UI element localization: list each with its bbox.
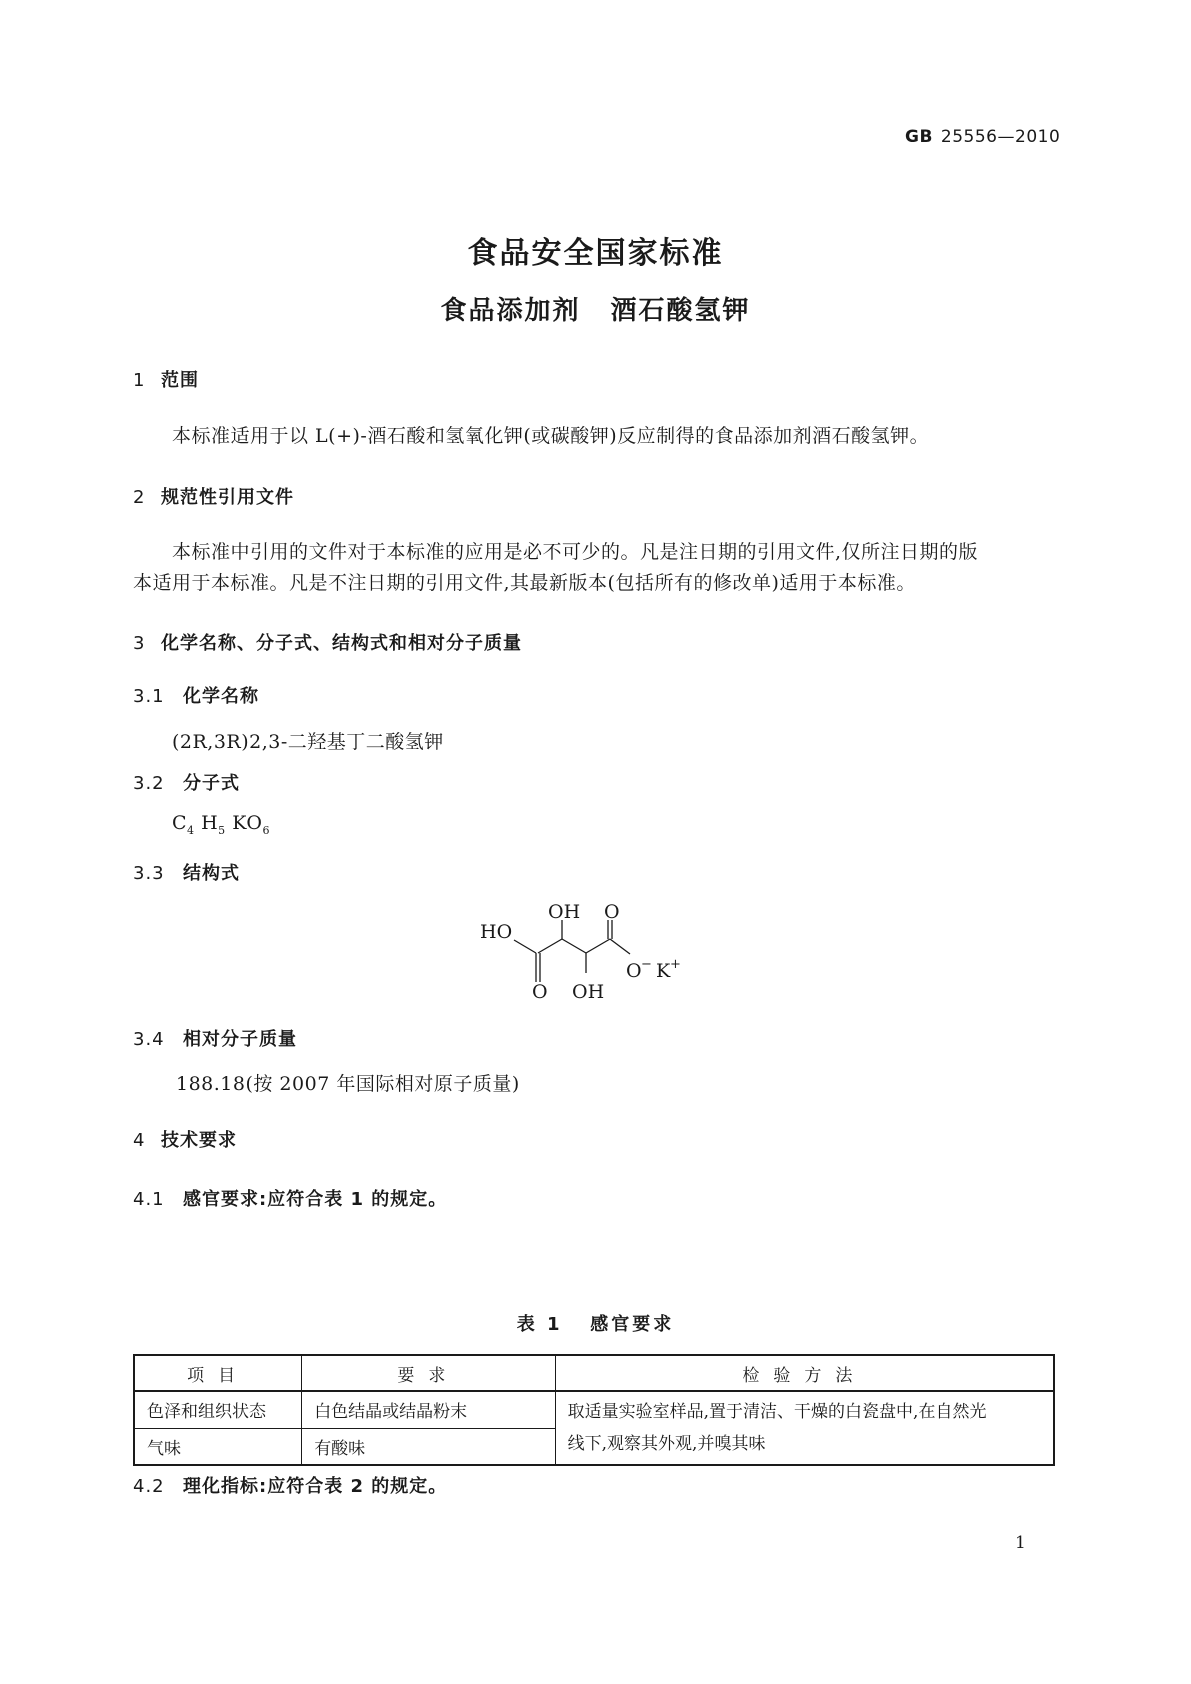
section-number: 3.2 (133, 773, 165, 794)
section-title: 化学名称、分子式、结构式和相对分子质量 (161, 633, 522, 654)
cell-requirement: 有酸味 (302, 1428, 555, 1465)
cell-requirement: 白色结晶或结晶粉末 (302, 1391, 555, 1428)
table-1-caption: 表 1 感官要求 (516, 1314, 675, 1335)
subtitle-substance: 酒石酸氢钾 (610, 296, 751, 326)
charge-plus: + (670, 957, 681, 972)
bond-ho-c1 (514, 940, 536, 953)
section-3-3-heading (133, 859, 240, 885)
section-title: 相对分子质量 (183, 1029, 297, 1050)
section-4-heading (133, 1126, 237, 1152)
page-title: 食品安全国家标准 (467, 236, 724, 271)
chemical-name: (2R,3R)2,3-二羟基丁二酸氢钾 (172, 731, 444, 753)
section-2-heading (133, 483, 294, 509)
bond-c3-c4 (586, 939, 610, 953)
section-title: 化学名称 (183, 686, 259, 707)
section-3-2-heading (133, 769, 240, 795)
bond-c2-c3 (562, 939, 586, 953)
section-title: 分子式 (183, 773, 240, 794)
atom-k: K (656, 960, 671, 982)
cell-item: 色泽和组织状态 (134, 1391, 302, 1428)
section-number: 1 (133, 370, 146, 391)
section-title: 规范性引用文件 (161, 487, 294, 508)
section-2-text-line-1: 本标准中引用的文件对于本标准的应用是必不可少的。凡是注日期的引用文件,仅所注日期的版 (172, 541, 979, 563)
standard-code (905, 127, 1060, 147)
section-title: 理化指标:应符合表 2 的规定。 (183, 1476, 448, 1497)
section-3-4-heading (133, 1025, 297, 1051)
bond-c4-o-minus (610, 939, 630, 954)
column-header-method: 检验方法 (555, 1355, 1054, 1391)
atom-o-minus: O (626, 960, 642, 982)
column-header-item: 项目 (134, 1355, 302, 1391)
section-number: 4 (133, 1130, 146, 1151)
method-line-1: 取适量实验室样品,置于清洁、干燥的白瓷盘中,在自然光 (567, 1402, 987, 1422)
section-number: 3 (133, 633, 146, 654)
section-number: 3.3 (133, 863, 165, 884)
section-1-heading (133, 366, 199, 392)
section-title: 技术要求 (161, 1130, 237, 1151)
table-row (134, 1391, 1054, 1428)
atom-oh-bottom: OH (572, 981, 605, 1003)
structural-formula (480, 890, 720, 1020)
subtitle-category: 食品添加剂 (440, 296, 581, 326)
section-4-1-heading (133, 1185, 447, 1211)
section-3-1-heading (133, 682, 259, 708)
relative-molecular-mass: 188.18(按 2007 年国际相对原子质量) (176, 1073, 520, 1095)
formula-c: C (172, 812, 188, 834)
page-subtitle (0, 290, 1191, 327)
standard-prefix: GB (905, 127, 933, 147)
table-header-row (134, 1355, 1054, 1391)
formula-o-count: 6 (262, 823, 270, 837)
atom-o-top: O (604, 901, 620, 923)
section-4-2-heading (133, 1472, 447, 1498)
atom-ho-left: HO (480, 921, 513, 943)
atom-oh-top: OH (548, 901, 581, 923)
section-title: 感官要求:应符合表 1 的规定。 (183, 1189, 448, 1210)
method-line-2: 线下,观察其外观,并嗅其味 (567, 1434, 766, 1454)
cell-item: 气味 (134, 1428, 302, 1465)
section-number: 3.1 (133, 686, 165, 707)
formula-h: H (201, 812, 219, 834)
charge-minus: − (641, 957, 652, 972)
formula-ko: KO (232, 812, 263, 834)
formula-c-count: 4 (187, 823, 195, 837)
section-2-text-line-2: 本适用于本标准。凡是不注日期的引用文件,其最新版本(包括所有的修改单)适用于本标准。 (133, 572, 916, 594)
section-1-text: 本标准适用于以 L(+)-酒石酸和氢氧化钾(或碳酸钾)反应制得的食品添加剂酒石酸氢钾。 (172, 425, 930, 447)
section-3-heading (133, 629, 522, 655)
formula-h-count: 5 (218, 823, 226, 837)
section-title: 结构式 (183, 863, 240, 884)
cell-method (555, 1391, 1054, 1465)
bond-c1-c2 (538, 939, 562, 953)
column-header-requirement: 要求 (302, 1355, 555, 1391)
section-number: 4.1 (133, 1189, 165, 1210)
section-number: 2 (133, 487, 146, 508)
section-number: 3.4 (133, 1029, 165, 1050)
atom-o-bottom: O (532, 981, 548, 1003)
table-1-sensory-requirements (133, 1354, 1055, 1466)
standard-number: 25556—2010 (940, 127, 1061, 147)
page-number: 1 (1015, 1533, 1026, 1553)
section-number: 4.2 (133, 1476, 165, 1497)
molecular-formula (172, 812, 270, 837)
section-title: 范围 (161, 370, 199, 391)
